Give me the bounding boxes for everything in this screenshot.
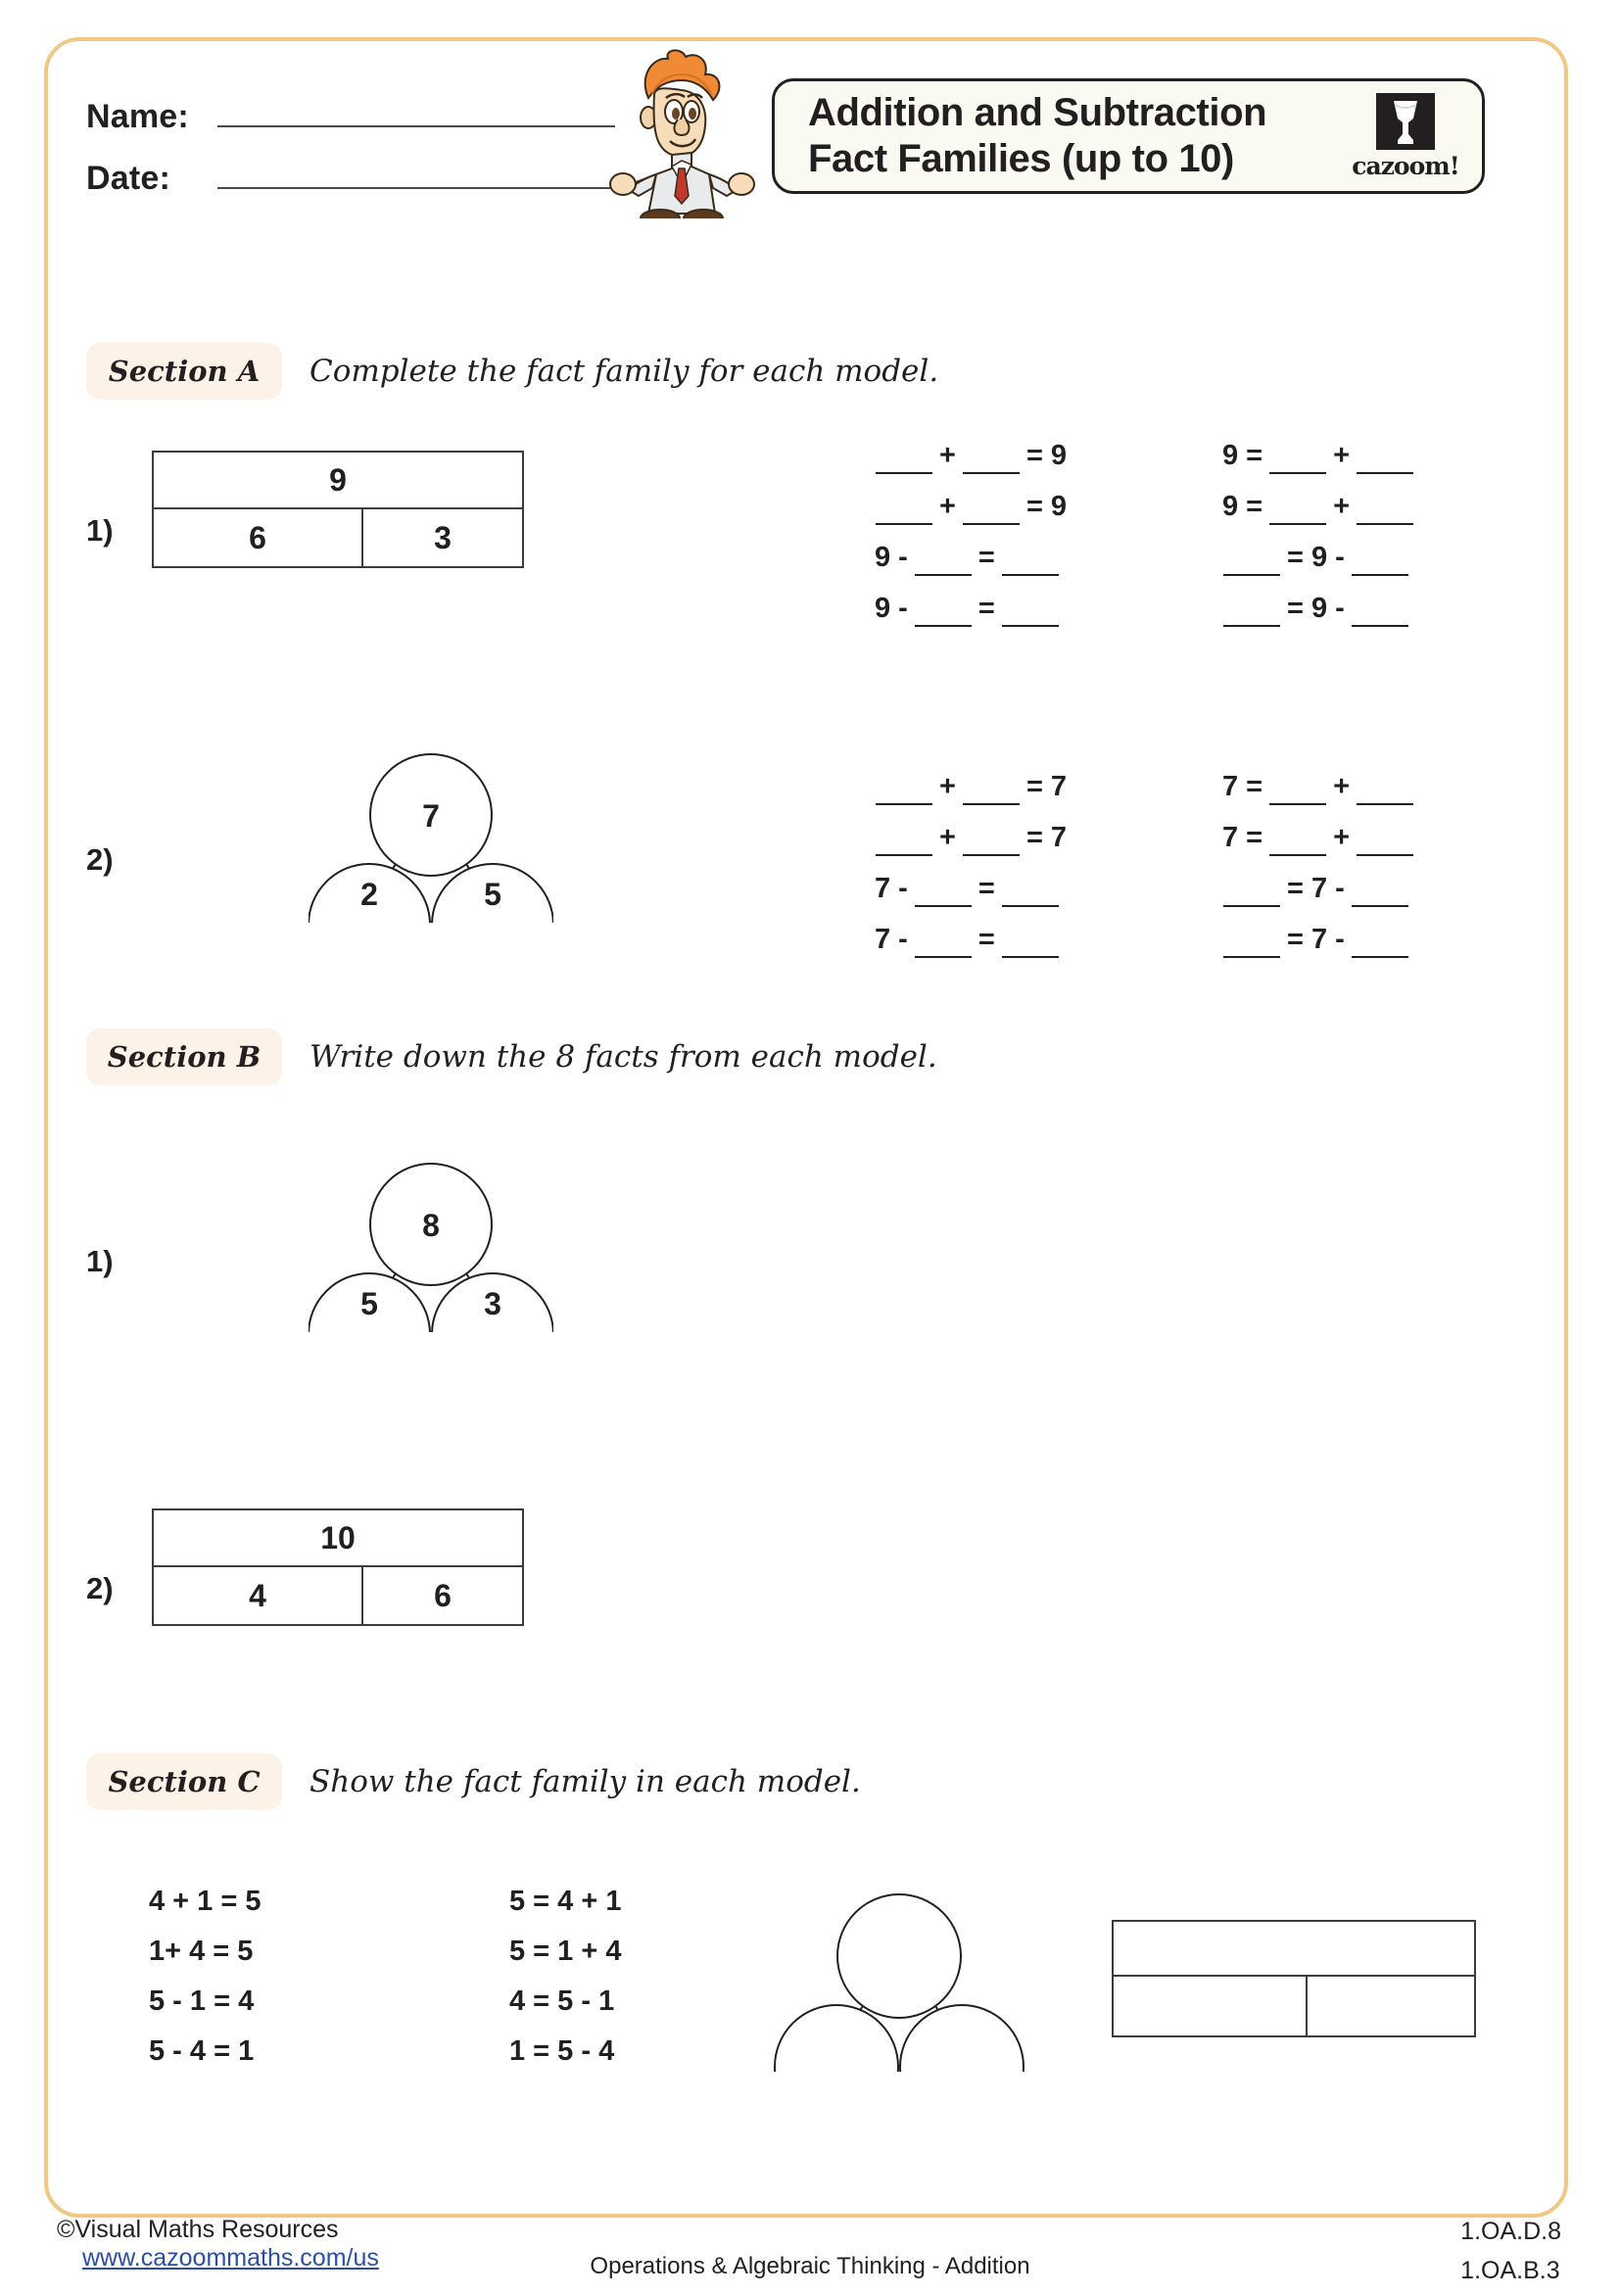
answer-blank[interactable] [915, 876, 972, 907]
seven-equals: 7 = [1222, 822, 1263, 853]
equals-seven-minus: = 7 - [1287, 924, 1345, 955]
answer-blank[interactable] [1002, 545, 1059, 576]
bar-part-left-a1: 6 [249, 519, 266, 555]
answer-blank[interactable] [963, 774, 1020, 805]
answer-blank[interactable] [1223, 596, 1280, 627]
equation-row[interactable] [1219, 907, 1417, 958]
name-label: Name: [86, 98, 189, 135]
section-a-pill: Section A [86, 343, 282, 400]
question-number-a2: 2) [86, 842, 114, 877]
footer-standards-block [1460, 2218, 1561, 2296]
part-whole-model-a2 [309, 707, 553, 923]
fact-item: 1+ 4 = 5 [149, 1936, 254, 1967]
pw-whole-a2: 7 [422, 798, 440, 834]
equals-nine-minus: = 9 - [1287, 593, 1345, 624]
answer-blank[interactable] [915, 596, 972, 627]
page-footer [0, 2212, 1620, 2290]
equation-row[interactable] [872, 856, 1070, 907]
cartoon-teacher-mascot-icon [588, 47, 764, 218]
answer-blank[interactable] [1223, 545, 1280, 576]
equation-row[interactable] [872, 754, 1070, 805]
equals-operator: = [977, 542, 995, 573]
bar-model-b2 [152, 1508, 524, 1626]
answer-blank[interactable] [915, 545, 972, 576]
fact-item: 4 = 5 - 1 [509, 1985, 615, 2017]
section-header-a [86, 343, 938, 400]
part-whole-model-b1 [309, 1117, 553, 1332]
name-row [86, 98, 615, 136]
pw-part-left-b1: 5 [360, 1286, 378, 1321]
answer-blank[interactable] [876, 494, 932, 525]
cazoom-logo [1349, 93, 1462, 180]
nine-minus: 9 - [875, 593, 908, 624]
plus-operator: + [1333, 440, 1351, 471]
title-line-1: Addition and Subtraction [808, 90, 1267, 134]
answer-blank[interactable] [1002, 876, 1059, 907]
equals-nine-minus: = 9 - [1287, 542, 1345, 573]
equation-row[interactable] [1219, 754, 1417, 805]
bar-part-left-c-empty[interactable] [1114, 1977, 1306, 2035]
plus-operator: + [1333, 822, 1351, 853]
equals-nine: = 9 [1025, 440, 1068, 471]
equals-seven: = 7 [1025, 822, 1068, 853]
plus-operator: + [939, 440, 956, 471]
bar-part-right-a1: 3 [361, 509, 522, 566]
standard-code-1: 1.OA.D.8 [1460, 2218, 1561, 2245]
section-b-pill: Section B [86, 1028, 282, 1085]
title-line-2: Fact Families (up to 10) [808, 137, 1234, 180]
equation-row[interactable] [872, 805, 1070, 856]
seven-minus: 7 - [875, 924, 908, 955]
answer-blank[interactable] [1269, 825, 1326, 856]
equation-row[interactable] [1219, 525, 1417, 576]
bar-whole-a1: 9 [152, 451, 524, 509]
pw-part-right-b1: 3 [484, 1286, 501, 1321]
answer-blank[interactable] [1357, 494, 1413, 525]
answer-blank[interactable] [1269, 443, 1326, 474]
fact-item: 1 = 5 - 4 [509, 2035, 615, 2067]
equals-operator: = [977, 873, 995, 904]
plus-operator: + [939, 822, 956, 853]
question-number-b2: 2) [86, 1571, 114, 1605]
nine-minus: 9 - [875, 542, 908, 573]
plus-operator: + [1333, 771, 1351, 802]
answer-blank[interactable] [1357, 443, 1413, 474]
equation-row[interactable] [1219, 805, 1417, 856]
section-header-b [86, 1028, 937, 1085]
equation-row[interactable] [1219, 856, 1417, 907]
date-label: Date: [86, 160, 171, 197]
bar-whole-b2: 10 [152, 1508, 524, 1567]
equation-row[interactable] [1219, 474, 1417, 525]
pw-part-left-a2: 2 [360, 877, 378, 912]
fact-item: 4 + 1 = 5 [149, 1886, 262, 1917]
equations-a1-right [1219, 423, 1417, 627]
equation-row[interactable] [872, 576, 1070, 627]
answer-blank[interactable] [1269, 774, 1326, 805]
equation-row[interactable] [872, 907, 1070, 958]
fact-list-right [509, 1886, 622, 2085]
equations-a2-right [1219, 754, 1417, 958]
pw-whole-b1: 8 [422, 1208, 440, 1243]
answer-blank[interactable] [963, 494, 1020, 525]
question-number-b1: 1) [86, 1244, 114, 1278]
equals-operator: = [977, 924, 995, 955]
answer-blank[interactable] [1352, 876, 1408, 907]
answer-blank[interactable] [876, 774, 932, 805]
answer-blank[interactable] [1002, 596, 1059, 627]
section-a-instruction: Complete the fact family for each model. [310, 354, 939, 389]
cazoom-cup-icon [1376, 93, 1435, 150]
nine-equals: 9 = [1222, 440, 1263, 471]
answer-blank[interactable] [1002, 927, 1059, 958]
equations-a1-left [872, 423, 1070, 627]
equation-row[interactable] [872, 474, 1070, 525]
fact-item: 5 = 1 + 4 [509, 1936, 622, 1967]
equals-operator: = [977, 593, 995, 624]
section-b-instruction: Write down the 8 facts from each model. [310, 1039, 937, 1075]
seven-minus: 7 - [875, 873, 908, 904]
answer-blank[interactable] [963, 443, 1020, 474]
publisher-url-link[interactable]: www.cazoommaths.com/us [82, 2244, 379, 2272]
section-header-c [86, 1753, 861, 1810]
date-row [86, 160, 615, 198]
nine-equals: 9 = [1222, 491, 1263, 522]
equals-seven-minus: = 7 - [1287, 873, 1345, 904]
equals-nine: = 9 [1025, 491, 1068, 522]
pw-part-right-a2: 5 [484, 877, 501, 912]
equation-row[interactable] [872, 525, 1070, 576]
fact-list-left [149, 1886, 262, 2085]
cazoom-wordmark: cazoom! [1352, 151, 1459, 180]
bar-model-a1 [152, 451, 524, 568]
fact-item: 5 = 4 + 1 [509, 1886, 622, 1917]
answer-blank[interactable] [1352, 596, 1408, 627]
answer-blank[interactable] [1223, 927, 1280, 958]
seven-equals: 7 = [1222, 771, 1263, 802]
bar-part-right-c-empty[interactable] [1306, 1977, 1474, 2035]
question-number-a1: 1) [86, 513, 114, 548]
page-title [808, 90, 1349, 182]
plus-operator: + [939, 771, 956, 802]
answer-blank[interactable] [876, 825, 932, 856]
plus-operator: + [939, 491, 956, 522]
answer-blank[interactable] [1357, 825, 1413, 856]
section-c-pill: Section C [86, 1753, 282, 1810]
answer-blank[interactable] [876, 443, 932, 474]
part-whole-model-c-empty[interactable] [774, 1846, 1028, 2072]
student-info-block [86, 98, 615, 221]
copyright-text: ©Visual Maths Resources [57, 2216, 339, 2243]
bar-parts-c-empty [1112, 1977, 1476, 2037]
equation-row[interactable] [872, 423, 1070, 474]
section-c-instruction: Show the fact family in each model. [310, 1764, 861, 1799]
name-input-rule[interactable] [217, 100, 615, 127]
bar-part-right-b2: 6 [361, 1567, 522, 1624]
answer-blank[interactable] [1352, 545, 1408, 576]
footer-topic-label: Operations & Algebraic Thinking - Addition [590, 2253, 1030, 2279]
worksheet-title-card [772, 78, 1485, 194]
bar-part-left-b2: 4 [249, 1577, 266, 1613]
standard-code-2: 1.OA.B.3 [1460, 2257, 1560, 2284]
bar-model-c-empty[interactable] [1112, 1920, 1476, 2037]
answer-blank[interactable] [915, 927, 972, 958]
bar-whole-c-empty[interactable] [1112, 1920, 1476, 1977]
date-input-rule[interactable] [217, 162, 615, 189]
answer-blank[interactable] [1357, 774, 1413, 805]
equals-seven: = 7 [1025, 771, 1068, 802]
equations-a2-left [872, 754, 1070, 958]
answer-blank[interactable] [1223, 876, 1280, 907]
equation-row[interactable] [1219, 576, 1417, 627]
plus-operator: + [1333, 491, 1351, 522]
answer-blank[interactable] [963, 825, 1020, 856]
bar-parts-a1 [152, 509, 524, 568]
answer-blank[interactable] [1269, 494, 1326, 525]
fact-item: 5 - 1 = 4 [149, 1985, 255, 2017]
fact-item: 5 - 4 = 1 [149, 2035, 255, 2067]
equation-row[interactable] [1219, 423, 1417, 474]
bar-parts-b2 [152, 1567, 524, 1626]
answer-blank[interactable] [1352, 927, 1408, 958]
